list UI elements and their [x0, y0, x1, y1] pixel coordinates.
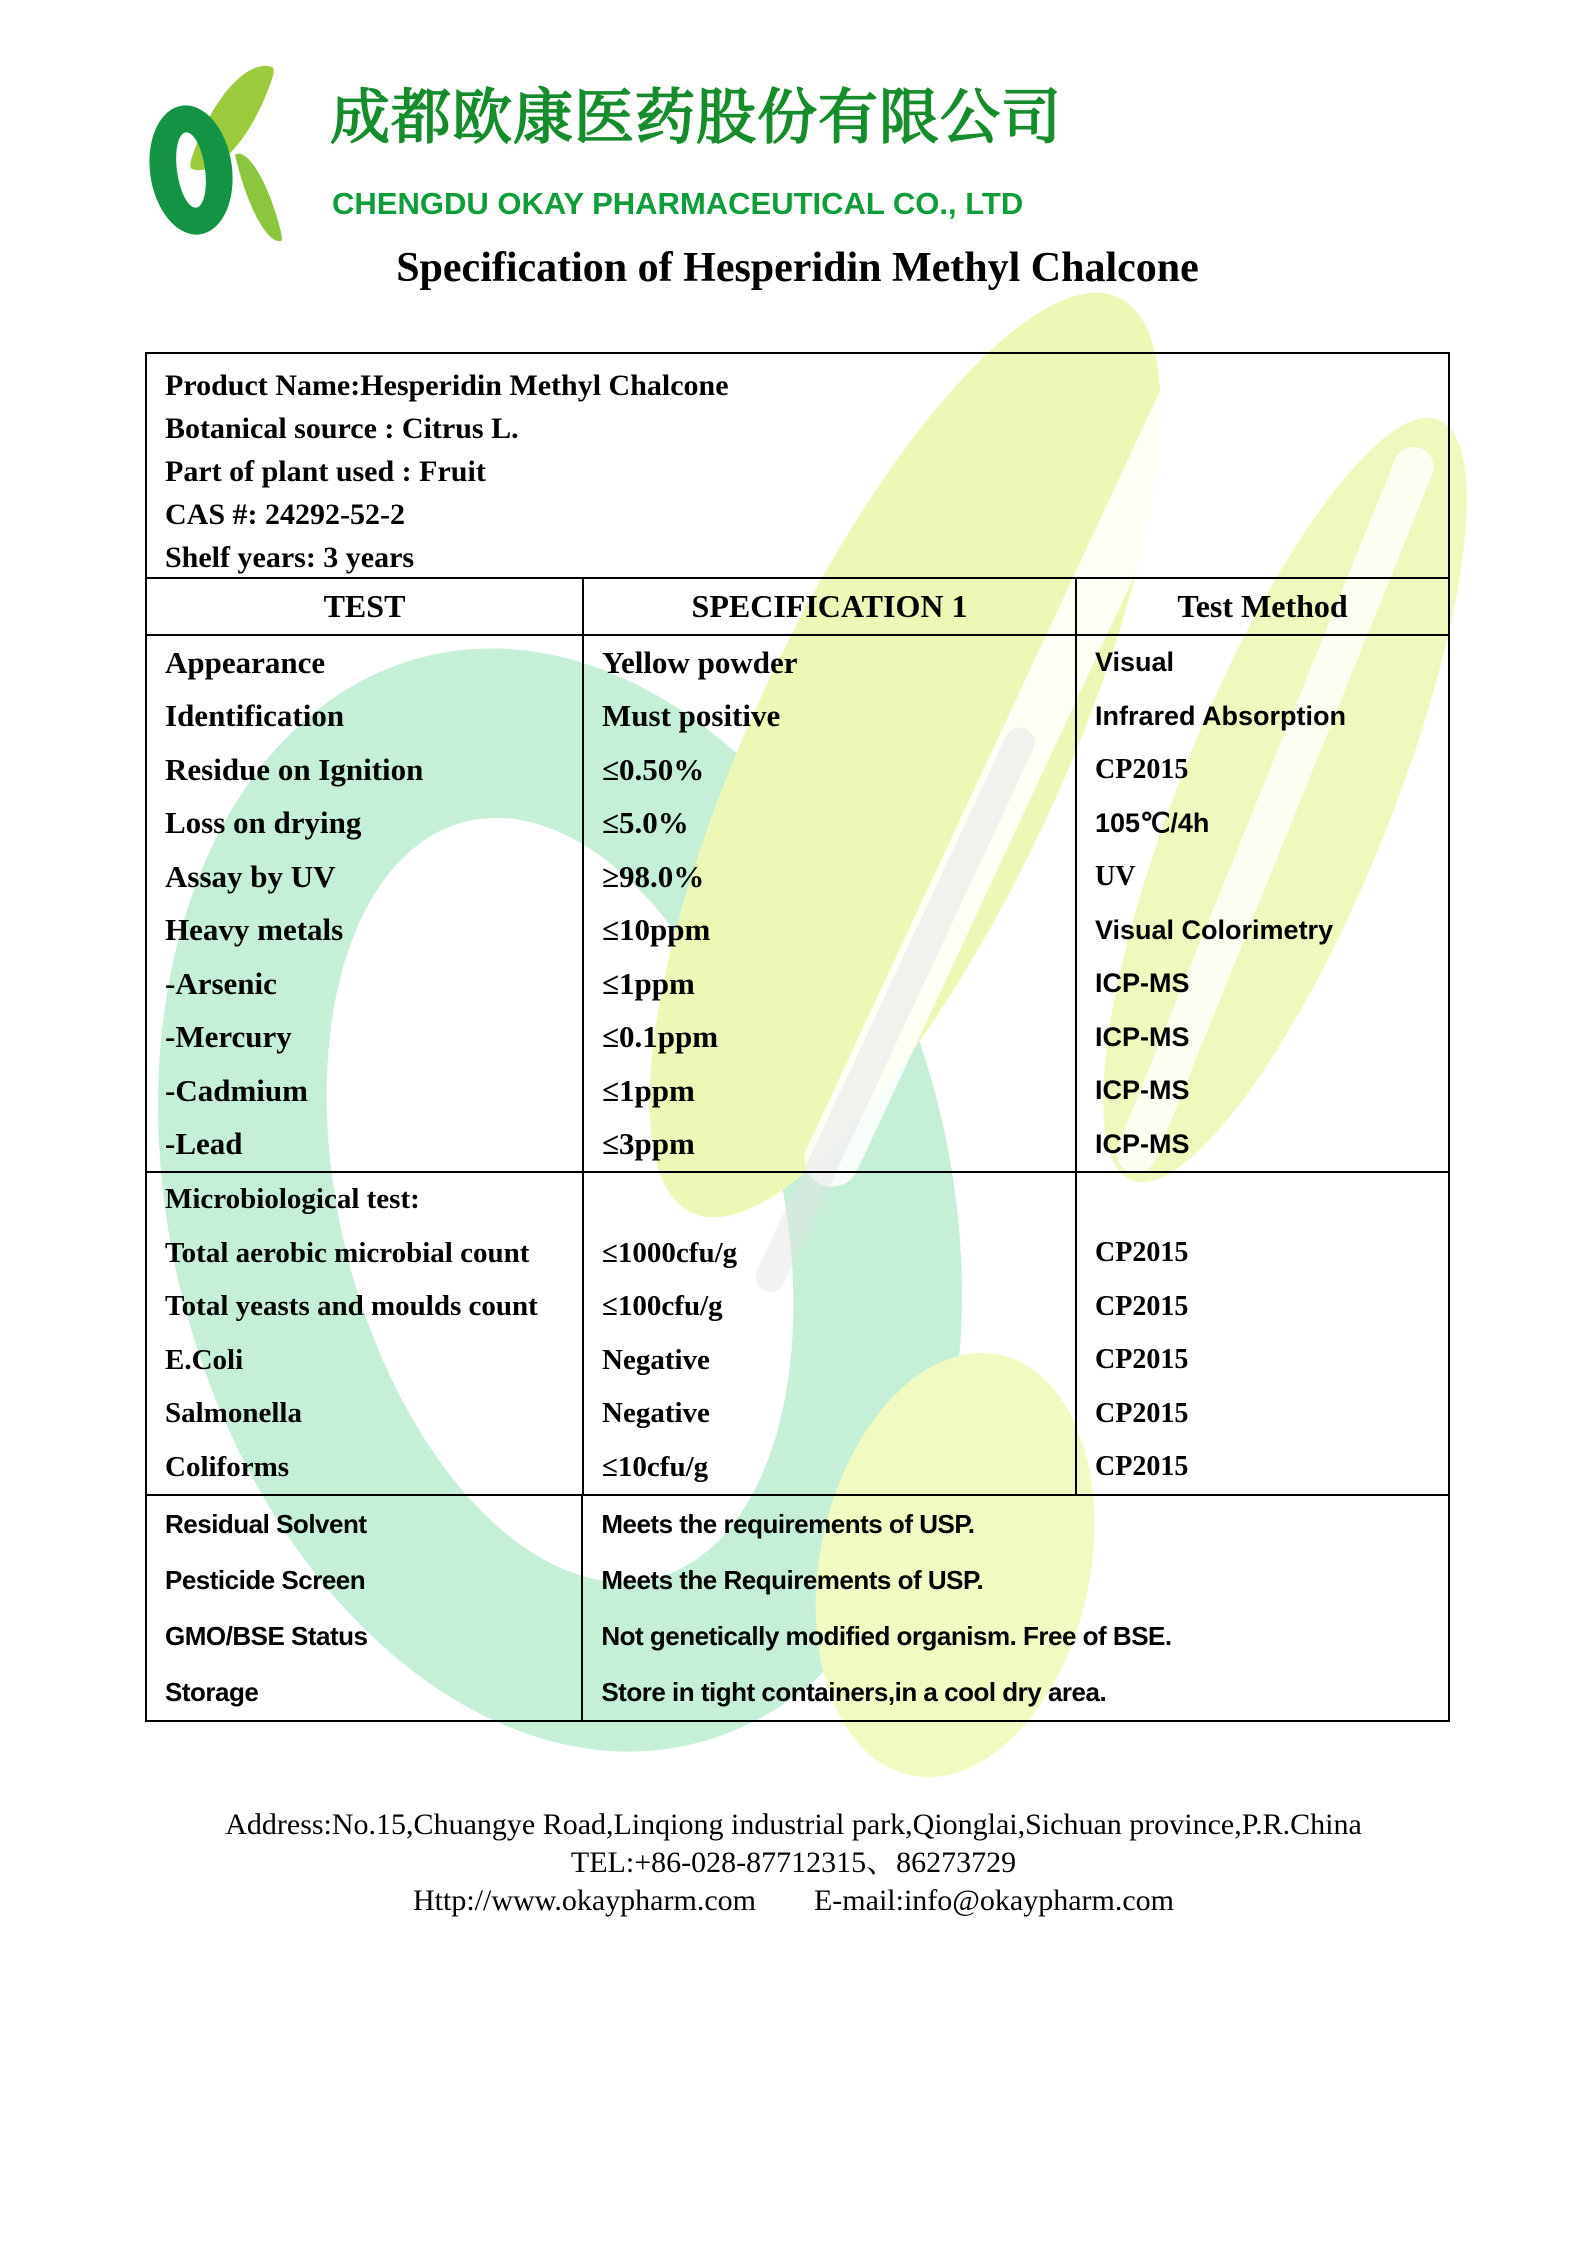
- footer-telephone: TEL:+86-028-87712315、86273729: [570, 1846, 1017, 1879]
- spec-cell: Yellow powder: [582, 636, 1075, 690]
- footer: [0, 1806, 1587, 1920]
- test-cell: Assay by UV: [165, 858, 336, 894]
- table-row: [147, 1173, 1448, 1227]
- test-cell: -Mercury: [165, 1019, 292, 1055]
- page-title: Specification of Hesperidin Methyl Chalcone: [396, 245, 1199, 291]
- product-info-section: [147, 354, 1448, 579]
- table-row: [147, 1118, 1448, 1172]
- test-cell: Appearance: [165, 644, 326, 680]
- spec-cell: ≤10ppm: [582, 904, 1075, 958]
- spec-cell: ≤1000cfu/g: [582, 1227, 1075, 1281]
- method-cell: CP2015: [1075, 1227, 1448, 1281]
- test-cell: Total aerobic microbial count: [165, 1236, 530, 1269]
- spec-cell: ≤10cfu/g: [582, 1441, 1075, 1495]
- test-cell: Identification: [165, 698, 345, 734]
- column-header-test: TEST: [323, 588, 406, 624]
- column-header-specification: SPECIFICATION 1: [582, 579, 1075, 634]
- test-cell: E.Coli: [165, 1343, 244, 1376]
- cas-number-line: CAS #: 24292-52-2: [165, 498, 405, 531]
- spec-cell: ≤5.0%: [582, 797, 1075, 851]
- table-row: [147, 904, 1448, 958]
- plant-part-line: Part of plant used : Fruit: [165, 455, 486, 488]
- method-cell: CP2015: [1075, 743, 1448, 797]
- table-row: [147, 1064, 1448, 1118]
- method-cell: ICP-MS: [1075, 1064, 1448, 1118]
- table-row: [147, 1608, 1448, 1664]
- spec-cell: Negative: [582, 1334, 1075, 1388]
- value-cell: Not genetically modified organism. Free of BSE.: [581, 1608, 1448, 1664]
- value-cell: Meets the Requirements of USP.: [581, 1552, 1448, 1608]
- test-cell: -Arsenic: [165, 965, 277, 1001]
- method-cell: ICP-MS: [1075, 957, 1448, 1011]
- test-cell: Loss on drying: [165, 805, 362, 841]
- label-cell: Pesticide Screen: [165, 1564, 366, 1595]
- spec-cell: ≥98.0%: [582, 850, 1075, 904]
- test-cell: Microbiological test:: [165, 1183, 420, 1216]
- test-cell: Heavy metals: [165, 912, 344, 948]
- method-cell: Infrared Absorption: [1075, 690, 1448, 744]
- spec-cell: ≤3ppm: [582, 1118, 1075, 1172]
- method-cell: CP2015: [1075, 1280, 1448, 1334]
- value-cell: Meets the requirements of USP.: [581, 1496, 1448, 1552]
- table-row: [147, 1664, 1448, 1720]
- footer-address: Address:No.15,Chuangye Road,Linqiong industrial park,Qionglai,Sichuan province,P.R.China: [225, 1808, 1362, 1841]
- table-row: [147, 1387, 1448, 1441]
- label-cell: Residual Solvent: [165, 1508, 367, 1539]
- table-row: [147, 1441, 1448, 1495]
- table-row: [147, 1496, 1448, 1552]
- table-header-row: [147, 579, 1448, 636]
- table-row: [147, 1280, 1448, 1334]
- table-row: [147, 797, 1448, 851]
- spec-cell: ≤0.50%: [582, 743, 1075, 797]
- logo-swoosh-icon: [235, 148, 283, 246]
- table-row: [147, 690, 1448, 744]
- table-row: [147, 743, 1448, 797]
- spec-cell: ≤100cfu/g: [582, 1280, 1075, 1334]
- method-cell: Visual Colorimetry: [1075, 904, 1448, 958]
- method-cell: Visual: [1075, 636, 1448, 690]
- footer-website: Http://www.okaypharm.com: [412, 1884, 756, 1917]
- spec-cell: Must positive: [582, 690, 1075, 744]
- test-cell: -Lead: [165, 1126, 243, 1162]
- extra-info-section: [147, 1496, 1448, 1720]
- method-cell: ICP-MS: [1075, 1118, 1448, 1172]
- test-cell: Salmonella: [165, 1397, 302, 1430]
- microbiological-section: [147, 1173, 1448, 1496]
- spec-cell: Negative: [582, 1387, 1075, 1441]
- test-cell: Coliforms: [165, 1450, 290, 1483]
- table-row: [147, 1227, 1448, 1281]
- method-cell: UV: [1075, 850, 1448, 904]
- method-cell: CP2015: [1075, 1441, 1448, 1495]
- table-row: [147, 850, 1448, 904]
- table-row: [147, 636, 1448, 690]
- company-name-english: CHENGDU OKAY PHARMACEUTICAL CO., LTD: [332, 186, 1024, 221]
- spec-cell: ≤0.1ppm: [582, 1011, 1075, 1065]
- main-test-section: [147, 636, 1448, 1173]
- label-cell: Storage: [165, 1676, 259, 1707]
- spec-cell: ≤1ppm: [582, 1064, 1075, 1118]
- specification-table: [145, 352, 1450, 1722]
- method-cell: 105℃/4h: [1075, 797, 1448, 851]
- method-cell: CP2015: [1075, 1387, 1448, 1441]
- botanical-source-line: Botanical source : Citrus L.: [165, 412, 519, 445]
- table-row: [147, 1552, 1448, 1608]
- method-cell: ICP-MS: [1075, 1011, 1448, 1065]
- column-header-method: Test Method: [1075, 579, 1448, 634]
- value-cell: Store in tight containers,in a cool dry area.: [581, 1664, 1448, 1720]
- spec-cell: ≤1ppm: [582, 957, 1075, 1011]
- footer-web-email: [0, 1882, 1587, 1920]
- label-cell: GMO/BSE Status: [165, 1620, 368, 1651]
- table-row: [147, 1011, 1448, 1065]
- shelf-years-line: Shelf years: 3 years: [165, 541, 415, 574]
- footer-email: E-mail:info@okaypharm.com: [813, 1884, 1175, 1917]
- method-cell: CP2015: [1075, 1334, 1448, 1388]
- test-cell: Total yeasts and moulds count: [165, 1290, 538, 1323]
- test-cell: -Cadmium: [165, 1072, 308, 1108]
- product-name-line: Product Name:Hesperidin Methyl Chalcone: [165, 369, 729, 402]
- company-name-chinese: 成都欧康医药股份有限公司: [330, 84, 1062, 151]
- table-row: [147, 957, 1448, 1011]
- table-row: [147, 1334, 1448, 1388]
- company-logo: [128, 55, 303, 240]
- spec-cell: [582, 1173, 1075, 1227]
- test-cell: Residue on Ignition: [165, 751, 424, 787]
- method-cell: [1075, 1173, 1448, 1227]
